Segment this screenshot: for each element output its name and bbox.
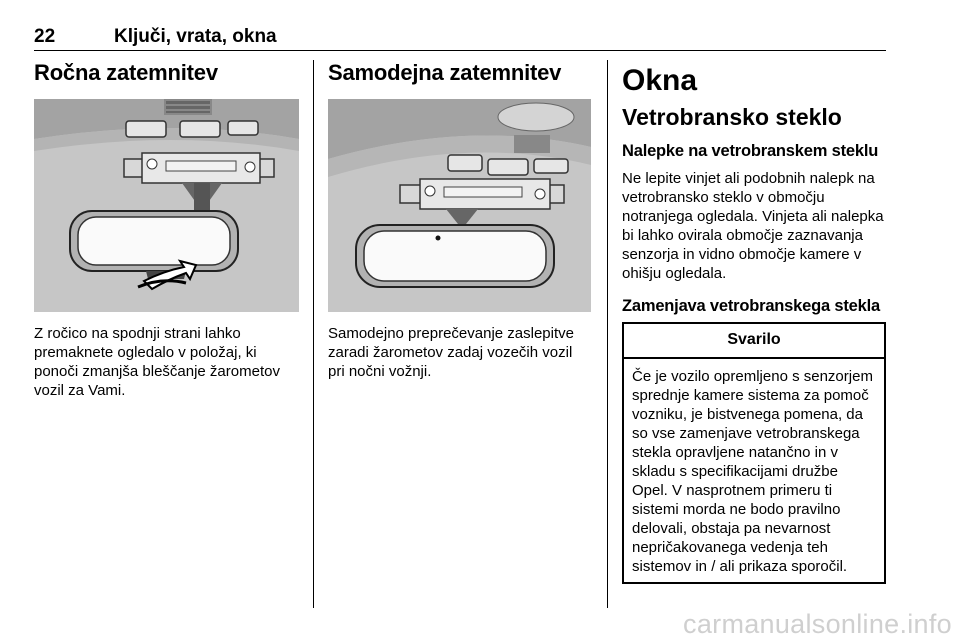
manual-mirror-illustration (34, 99, 299, 312)
windows-heading: Okna (622, 64, 698, 97)
page-header (34, 26, 886, 51)
auto-mirror-illustration (328, 99, 591, 312)
auto-dimming-heading: Samodejna zatemnitev (328, 60, 562, 85)
manual-dimming-text: Z ročico na spodnji strani lahko premaknete ogledalo v položaj, ki ponoči zmanjša bleščanje žarometov vozil za Vami. (34, 325, 280, 399)
replacement-heading: Zamenjava vetrobranskega stekla (622, 297, 880, 315)
manual-mirror-drawing (34, 99, 299, 312)
column-divider-1 (313, 60, 314, 608)
auto-mirror-drawing (328, 99, 591, 312)
watermark: carmanualsonline.info (683, 609, 952, 639)
manual-dimming-heading: Ročna zatemnitev (34, 60, 218, 85)
column-manual-dimming (34, 58, 299, 400)
windshield-heading: Vetrobransko steklo (622, 104, 842, 130)
warning-title: Svarilo (624, 324, 884, 359)
page-number: 22 (34, 26, 56, 47)
warning-text: Če je vozilo opremljeno s senzorjem sprednje kamere sistema za pomoč vozniku, je bistvenega pomena, da so vse zamenjave vetrobranskega stekla opravljene natančno in v skladu s specifikacijami družbe Opel. V nasprotnem primeru ti sistemi morda ne bodo pravilno delovali, obstaja pa nevarnost nepričakovanega vedenja teh sistemov in / ali prikaza sporočil. (632, 368, 873, 575)
column-auto-dimming (328, 58, 593, 381)
chapter-title: Ključi, vrata, okna (114, 26, 277, 47)
auto-dimming-text: Samodejno preprečevanje zaslepitve zaradi žarometov zadaj vozečih vozil pri nočni vožnji. (328, 325, 574, 380)
column-windows (622, 60, 886, 584)
column-divider-2 (607, 60, 608, 608)
stickers-heading: Nalepke na vetrobranskem steklu (622, 142, 879, 160)
stickers-text: Ne lepite vinjet ali podobnih nalepk na vetrobransko steklo v območju notranjega ogledala. Vinjeta ali nalepka bi lahko ovirala območje zaznavanja senzorja in vidno območje kamere v ohišju ogledala. (622, 170, 884, 282)
warning-box (622, 322, 886, 584)
